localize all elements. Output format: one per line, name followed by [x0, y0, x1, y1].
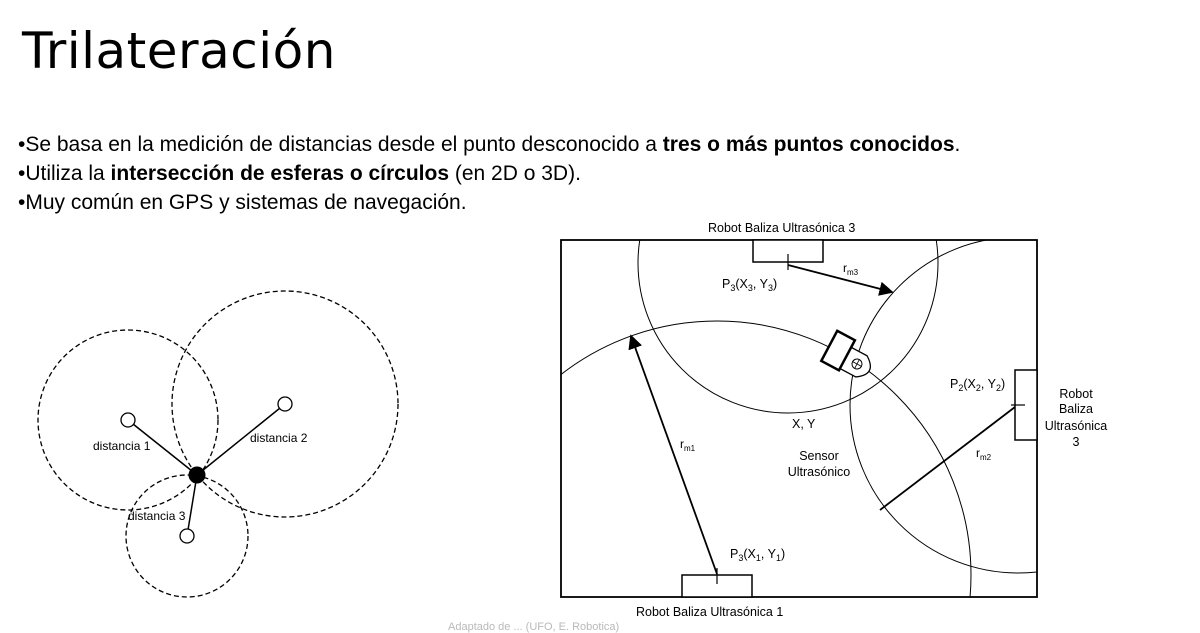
rm1-label: $r_{m1}$: [680, 437, 696, 453]
beacon-3-title: Robot Baliza Ultrasónica 3: [708, 221, 856, 235]
label-distancia-2: distancia 2: [250, 431, 308, 445]
sensor-label-line-2: Ultrasónico: [787, 465, 851, 479]
bullet-item-1: •Se basa en la medición de distancias desde el punto desconocido a tres o más puntos conocidos.: [18, 133, 961, 156]
unknown-point: [189, 467, 205, 483]
footer-credit: Adaptado de ... (UFO, E. Robotica): [448, 621, 620, 633]
rm3-arrow: [788, 265, 892, 292]
rm2-label: $r_{m2}$: [976, 446, 992, 462]
sensor-label-line-1: Sensor: [799, 449, 839, 463]
beacon-1-title: Robot Baliza Ultrasónica 1: [636, 605, 784, 619]
distance-line-3: [187, 475, 197, 536]
rm2-arrow: [880, 407, 1015, 510]
anchor-point-1: [121, 413, 135, 427]
beacon-2-title-line-4: 3: [1072, 435, 1080, 449]
beacon-2-title-line-3: Ultrasónica: [1044, 419, 1108, 433]
trilateration-circles-diagram: [38, 291, 398, 597]
xy-label: X, Y: [792, 417, 816, 431]
rm3-label: $r_{m3}$: [843, 261, 859, 277]
anchor-point-3: [180, 529, 194, 543]
slide-title: Trilateración: [22, 22, 336, 80]
label-distancia-1: distancia 1: [93, 439, 151, 453]
sensor-label: [788, 449, 851, 479]
beacon-2-title-line-2: Baliza: [1058, 402, 1094, 416]
p1-label: $P_3(X_1$, $Y_1$): [730, 547, 786, 563]
ultrasonic-beacon-diagram: [463, 113, 1186, 630]
robot-sensor: [821, 331, 878, 383]
p2-label: $P_2(X_2$, $Y_2$): [950, 377, 1006, 393]
anchor-point-2: [278, 397, 292, 411]
p3-label: $P_3(X_3$, $Y_3$): [722, 277, 778, 293]
rm1-arrow: [631, 336, 717, 574]
label-distancia-3: distancia 3: [128, 509, 186, 523]
beacon-2-title-line-1: Robot: [1059, 387, 1093, 401]
bullet-item-2: •Utiliza la intersección de esferas o círculos (en 2D o 3D).: [18, 162, 581, 185]
beacon-2-title: [1045, 387, 1108, 449]
bullet-item-3: •Muy común en GPS y sistemas de navegación.: [18, 191, 467, 214]
